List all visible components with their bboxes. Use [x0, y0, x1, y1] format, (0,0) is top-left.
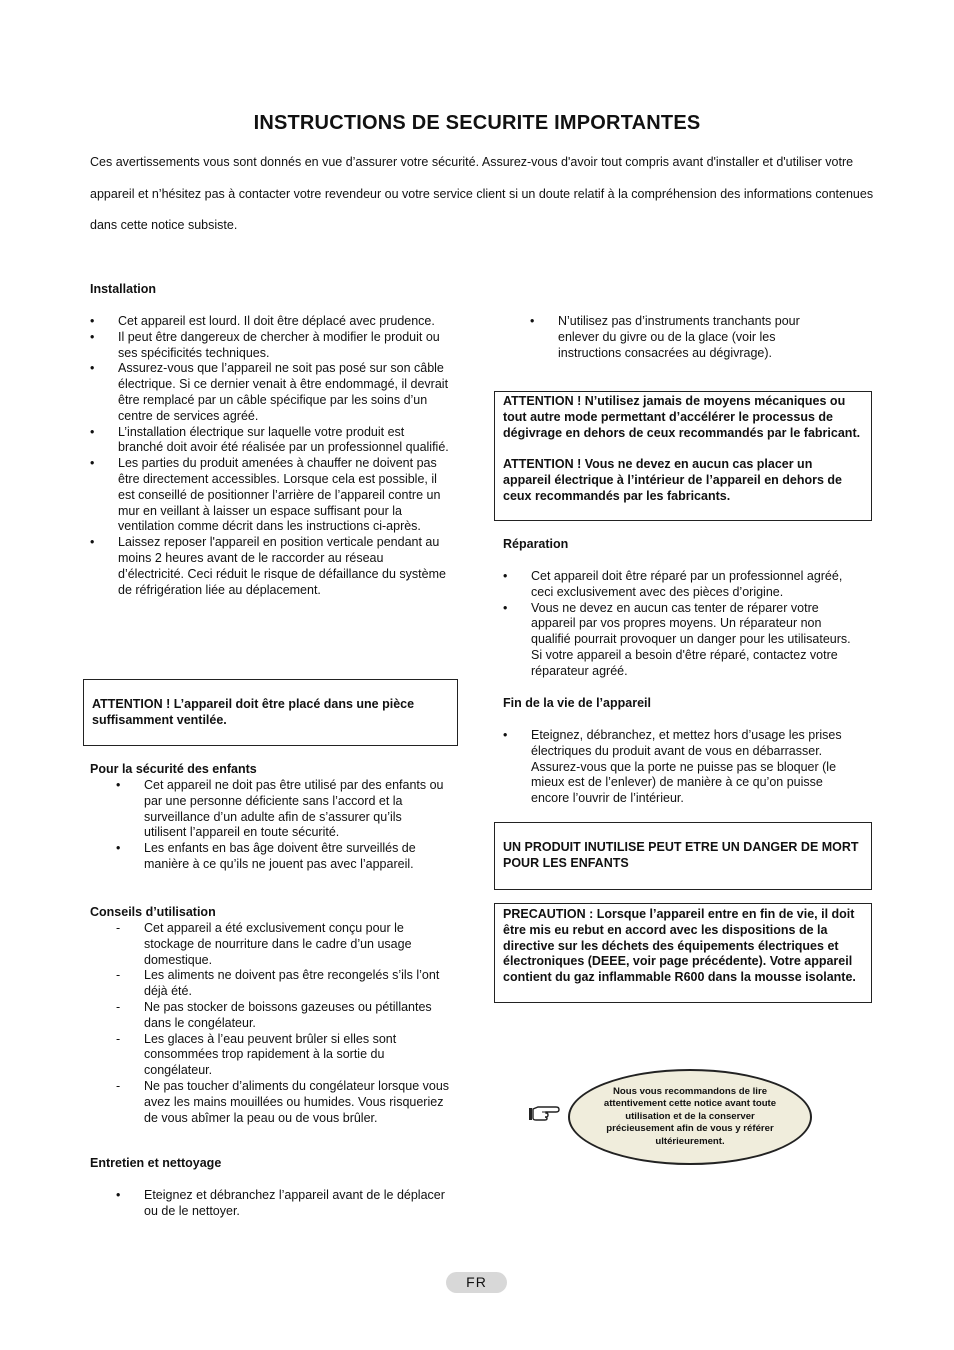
reparation-list: [503, 569, 861, 680]
enfants-title: Pour la sécurité des enfants: [90, 762, 257, 776]
right-top-list: [530, 314, 835, 361]
attention-appareil-text: ATTENTION ! Vous ne devez en aucun cas placer un appareil électrique à l’intérieur de l’appareil en dehors de ceux recommandés par les fabricants.: [503, 457, 843, 503]
list-item: • Cet appareil est lourd. Il doit être déplacé avec prudence.: [90, 314, 452, 330]
pointing-hand-icon: [528, 1102, 560, 1122]
installation-title: Installation: [90, 282, 156, 296]
precaution-box: [494, 903, 872, 1003]
list-item: • Les enfants en bas âge doivent être surveillés de manière à ce qu’ils ne jouent pas avec l’appareil.: [116, 841, 446, 873]
conseils-title: Conseils d’utilisation: [90, 905, 216, 919]
list-item: • Eteignez, débranchez, et mettez hors d’usage les prises électriques du produit avant de vous en débarrasser. Assurez-vous que la porte ne puisse pas se bloquer (le mieux est de l’enlever) de manière à ce qu’on puisse encore l’ouvrir de l’intérieur.: [503, 728, 863, 807]
recommendation-oval: [568, 1069, 812, 1165]
list-item: - Cet appareil a été exclusivement conçu pour le stockage de nourriture dans le cadre d’un usage domestique.: [116, 921, 452, 968]
list-item: • Cet appareil doit être réparé par un professionnel agréé, ceci exclusivement avec des pièces d’origine.: [503, 569, 861, 601]
installation-list: [90, 314, 452, 598]
page-title: INSTRUCTIONS DE SECURITE IMPORTANTES: [253, 112, 701, 134]
list-item: • Cet appareil ne doit pas être utilisé par des enfants ou par une personne déficiente sans l’accord et la surveillance d’un adulte afin de s’assurer qu’ils utilisent l’appareil en toute sécurité.: [116, 778, 446, 841]
attention-degivrage-box: [494, 391, 872, 521]
list-item: • Assurez-vous que l’appareil ne soit pas posé sur son câble électrique. Si ce dernier venait à être endommagé, il devrait être remplacé par un câble spécifique par les soins d’un centre de services agréé.: [90, 361, 452, 424]
precaution-text: PRECAUTION : Lorsque l’appareil entre en fin de vie, il doit être mis eu rebut en accord avec les dispositions de la directive sur les déchets des équipements électriques et électroniques (DEEE, voir page précédente). Votre appareil contient du gaz inflammable R600 dans la mousse isolante.: [503, 907, 856, 985]
list-item: - Les glaces à l’eau peuvent brûler si elles sont consommées trop rapidement à la sortie du congélateur.: [116, 1032, 452, 1079]
attention-ventilation-text: ATTENTION ! L’appareil doit être placé dans une pièce suffisamment ventilée.: [92, 697, 415, 727]
entretien-title: Entretien et nettoyage: [90, 1156, 222, 1170]
list-item: • Eteignez et débranchez l’appareil avant de le déplacer ou de le nettoyer.: [116, 1188, 446, 1220]
danger-text: UN PRODUIT INUTILISE PEUT ETRE UN DANGER DE MORT POUR LES ENFANTS: [503, 840, 859, 870]
list-item: • N’utilisez pas d’instruments tranchants pour enlever du givre ou de la glace (voir les instructions consacrées au dégivrage).: [530, 314, 835, 361]
intro-paragraph: Ces avertissements vous sont donnés en vue d’assurer votre sécurité. Assurez-vous d'avoir tout compris avant d'installer et d'utiliser votre appareil et n’hésitez pas à contacter votre revendeur ou votre service client si un doute relatif à la compréhension des informations contenues dans cette notice subsiste.: [90, 155, 874, 232]
fin-de-vie-title: Fin de la vie de l’appareil: [503, 696, 651, 710]
enfants-list: [116, 778, 446, 873]
list-item: • L’installation électrique sur laquelle votre produit est branché doit avoir été réalisée par un professionnel qualifié.: [90, 425, 452, 457]
danger-box: [494, 822, 872, 890]
list-item: • Les parties du produit amenées à chauffer ne doivent pas être directement accessibles. Lorsque cela est possible, il est conseillé de positionner l’arrière de l’appareil contre un mur en veillant à laisser un espace suffisant pour la ventilation comme décrit dans les instructions ci-après.: [90, 456, 452, 535]
list-item: - Ne pas stocker de boissons gazeuses ou pétillantes dans le congélateur.: [116, 1000, 452, 1032]
conseils-list: [116, 921, 452, 1126]
list-item: - Ne pas toucher d’aliments du congélateur lorsque vous avez les mains mouillées ou humides. Vous risqueriez de vous abîmer la peau ou de vous brûler.: [116, 1079, 452, 1126]
fin-de-vie-list: [503, 728, 863, 807]
list-item: - Les aliments ne doivent pas être recongelés s’ils l’ont déjà été.: [116, 968, 452, 1000]
attention-degivrage-text: ATTENTION ! N’utilisez jamais de moyens mécaniques ou tout autre mode permettant d’accélérer le processus de dégivrage en dehors de ceux recommandés par le fabricant.: [503, 394, 861, 440]
page-language-badge: FR: [446, 1272, 507, 1293]
attention-ventilation-box: [83, 679, 458, 746]
list-item: • Laissez reposer l'appareil en position verticale pendant au moins 2 heures avant de le raccorder au réseau d’électricité. Ceci réduit le risque de défaillance du système de réfrigération liée au déplacement.: [90, 535, 452, 598]
list-item: • Il peut être dangereux de chercher à modifier le produit ou ses spécificités techniques.: [90, 330, 452, 362]
entretien-list: [116, 1188, 446, 1220]
list-item: • Vous ne devez en aucun cas tenter de réparer votre appareil par vos propres moyens. Un réparateur non qualifié pourrait provoquer un danger pour les utilisateurs. Si votre appareil a besoin d'être réparé, contactez votre réparateur agréé.: [503, 601, 861, 680]
recommendation-text: Nous vous recommandons de lire attentivement cette notice avant toute utilisation et de la conserver précieusement afin de vous y référer ultérieurement.: [603, 1085, 777, 1147]
reparation-title: Réparation: [503, 537, 569, 551]
